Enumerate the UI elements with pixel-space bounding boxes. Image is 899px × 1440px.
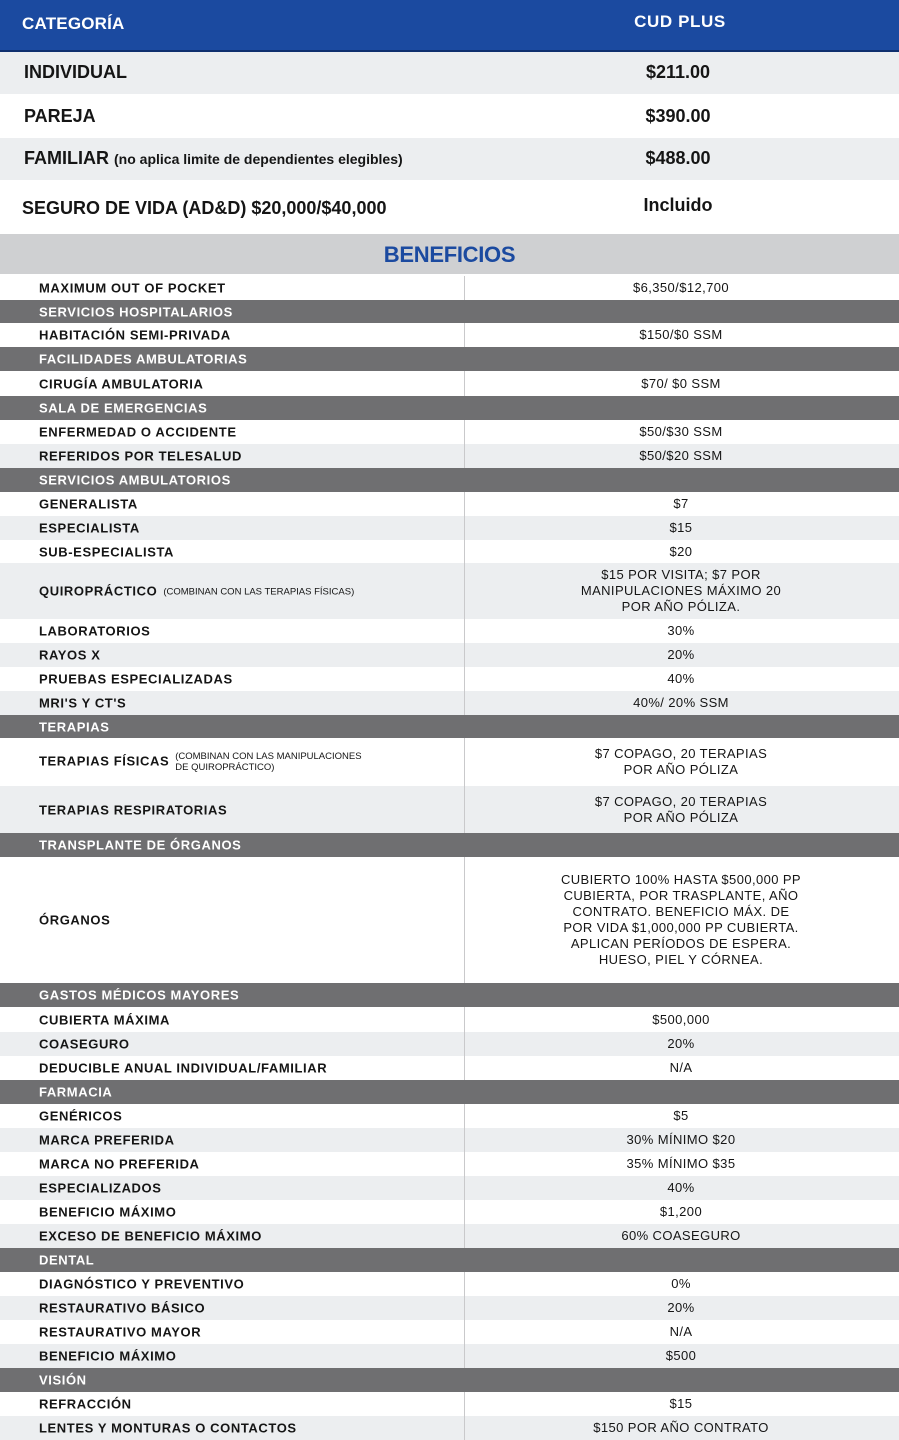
benefit-value: $50/$30 SSM xyxy=(639,424,723,439)
benefit-value: $15 xyxy=(669,520,693,535)
benefit-label: DIAGNÓSTICO Y PREVENTIVO xyxy=(39,1276,245,1292)
benefit-value: $7 COPAGO, 20 TERAPIAS POR AÑO PÓLIZA xyxy=(594,746,768,777)
benefit-label: RESTAURATIVO BÁSICO xyxy=(39,1300,206,1316)
benefit-row xyxy=(0,1344,899,1368)
benefit-value: $500 xyxy=(665,1348,697,1363)
column-divider xyxy=(464,371,465,396)
benefit-label: EXCESO DE BENEFICIO MÁXIMO xyxy=(39,1228,262,1244)
benefits-banner xyxy=(0,234,899,274)
benefit-row xyxy=(0,444,899,468)
benefit-label: CIRUGÍA AMBULATORIA xyxy=(39,376,204,391)
column-divider xyxy=(464,1056,465,1080)
benefit-label: GENÉRICOS xyxy=(39,1108,123,1124)
column-divider xyxy=(464,420,465,444)
benefit-label: REFERIDOS POR TELESALUD xyxy=(39,448,243,464)
section-header xyxy=(0,833,899,857)
section-header-label: TRANSPLANTE DE ÓRGANOS xyxy=(39,837,242,853)
column-divider xyxy=(464,786,465,833)
benefit-row xyxy=(0,371,899,396)
section-header xyxy=(0,347,899,371)
benefit-label: MAXIMUM OUT OF POCKET xyxy=(39,280,226,296)
benefit-value: $5 xyxy=(673,1108,689,1123)
price-row-individual xyxy=(0,52,899,94)
section-header-label: GASTOS MÉDICOS MAYORES xyxy=(39,987,240,1003)
column-divider xyxy=(464,691,465,715)
benefit-label: DEDUCIBLE ANUAL INDIVIDUAL/FAMILIAR xyxy=(39,1060,328,1076)
category-header xyxy=(0,0,899,52)
benefit-label: LENTES Y MONTURAS O CONTACTOS xyxy=(39,1420,297,1436)
column-divider xyxy=(464,1320,465,1344)
benefit-note: (COMBINAN CON LAS TERAPIAS FÍSICAS) xyxy=(163,586,355,598)
benefit-value: $20 xyxy=(669,543,693,559)
benefit-row xyxy=(0,857,899,983)
section-header xyxy=(0,983,899,1007)
section-header-label: TERAPIAS xyxy=(39,719,110,734)
column-divider xyxy=(464,1128,465,1152)
column-divider xyxy=(464,619,465,643)
benefit-row xyxy=(0,1032,899,1056)
section-header-label: SALA DE EMERGENCIAS xyxy=(39,400,208,416)
benefit-row xyxy=(0,276,899,300)
price-row-value: $390.00 xyxy=(645,106,711,126)
price-row-familiar xyxy=(0,138,899,180)
benefit-label: MARCA PREFERIDA xyxy=(39,1132,175,1148)
benefit-value: $1,200 xyxy=(659,1204,703,1219)
benefit-note: (COMBINAN CON LAS MANIPULACIONES DE QUIROPRÁCTICO) xyxy=(175,751,362,773)
column-divider xyxy=(464,1392,465,1416)
column-divider xyxy=(464,1007,465,1032)
price-row-label: PAREJA xyxy=(24,106,96,126)
column-divider xyxy=(464,1104,465,1128)
benefit-row xyxy=(0,1320,899,1344)
price-row-label: FAMILIAR (no aplica limite de dependientes elegibles) xyxy=(24,148,403,168)
benefit-row xyxy=(0,619,899,643)
column-divider xyxy=(464,1176,465,1200)
benefit-value: $15 POR VISITA; $7 POR MANIPULACIONES MÁXIMO 20 POR AÑO PÓLIZA. xyxy=(580,567,782,614)
benefit-label: SUB-ESPECIALISTA xyxy=(39,544,175,559)
benefit-row xyxy=(0,323,899,347)
benefit-row xyxy=(0,1224,899,1248)
benefit-value: N/A xyxy=(669,1060,693,1075)
category-header-label: CATEGORÍA xyxy=(22,14,125,33)
benefit-label: CUBIERTA MÁXIMA xyxy=(39,1012,171,1027)
benefit-value: 30% xyxy=(667,623,695,638)
column-divider xyxy=(464,738,465,786)
column-divider xyxy=(464,1224,465,1248)
benefit-value: 60% COASEGURO xyxy=(621,1228,741,1243)
benefit-label: ÓRGANOS xyxy=(39,912,111,928)
section-header-label: SERVICIOS HOSPITALARIOS xyxy=(39,304,233,319)
benefit-row xyxy=(0,420,899,444)
price-row-value: Incluido xyxy=(643,195,713,215)
price-row-seguro-vida xyxy=(0,180,899,234)
benefit-label: BENEFICIO MÁXIMO xyxy=(39,1348,177,1364)
benefit-row xyxy=(0,1272,899,1296)
benefit-value: $500,000 xyxy=(652,1011,710,1027)
benefit-row xyxy=(0,667,899,691)
benefit-row xyxy=(0,1200,899,1224)
benefit-value: 20% xyxy=(667,1300,695,1315)
benefits-title: BENEFICIOS xyxy=(383,242,516,267)
benefit-label: REFRACCIÓN xyxy=(39,1396,132,1412)
benefit-row xyxy=(0,1176,899,1200)
benefit-label: RESTAURATIVO MAYOR xyxy=(39,1324,202,1340)
price-row-value: $488.00 xyxy=(645,148,711,168)
benefit-row xyxy=(0,516,899,540)
benefit-label: HABITACIÓN SEMI-PRIVADA xyxy=(39,327,231,343)
column-divider xyxy=(464,276,465,300)
benefit-row xyxy=(0,1128,899,1152)
section-header xyxy=(0,1248,899,1272)
section-header-label: VISIÓN xyxy=(39,1372,87,1388)
column-divider xyxy=(464,1032,465,1056)
benefit-row xyxy=(0,540,899,563)
benefit-value: $15 xyxy=(669,1396,693,1411)
section-header xyxy=(0,1080,899,1104)
column-divider xyxy=(464,857,465,983)
column-divider xyxy=(464,1344,465,1368)
column-divider xyxy=(464,1272,465,1296)
section-header xyxy=(0,468,899,492)
price-row-label: SEGURO DE VIDA (AD&D) $20,000/$40,000 xyxy=(22,198,387,218)
column-divider xyxy=(464,540,465,563)
benefit-row xyxy=(0,1296,899,1320)
column-divider xyxy=(464,667,465,691)
benefit-value: CUBIERTO 100% HASTA $500,000 PP CUBIERTA, POR TRASPLANTE, AÑO CONTRATO. BENEFICIO MÁX. DE POR VIDA $1,000,000 PP CUBIERTA. APLICAN PERÍODOS DE ESPERA. HUESO, PIEL Y CÓRNEA. xyxy=(560,872,802,967)
benefit-row xyxy=(0,563,899,619)
price-row-pareja xyxy=(0,94,899,138)
column-divider xyxy=(464,1296,465,1320)
column-divider xyxy=(464,323,465,347)
benefit-label: MARCA NO PREFERIDA xyxy=(39,1156,200,1172)
benefit-value: $50/$20 SSM xyxy=(639,448,723,463)
benefit-value: $70/ $0 SSM xyxy=(641,375,721,391)
benefit-label: TERAPIAS FÍSICAS (COMBINAN CON LAS MANIPULACIONES DE QUIROPRÁCTICO) xyxy=(39,751,362,773)
price-row-value: $211.00 xyxy=(645,62,711,82)
benefit-label: PRUEBAS ESPECIALIZADAS xyxy=(39,671,233,687)
column-divider xyxy=(464,643,465,667)
benefit-label: MRI'S Y CT'S xyxy=(39,695,127,711)
column-divider xyxy=(464,563,465,619)
benefit-row xyxy=(0,492,899,516)
benefit-label: RAYOS X xyxy=(39,647,101,663)
benefit-value: 0% xyxy=(671,1276,691,1291)
benefit-label: ESPECIALIZADOS xyxy=(39,1180,162,1196)
benefit-value: $7 COPAGO, 20 TERAPIAS POR AÑO PÓLIZA xyxy=(594,793,768,825)
benefit-label: QUIROPRÁCTICO (COMBINAN CON LAS TERAPIAS FÍSICAS) xyxy=(39,583,355,599)
benefit-value: $150 POR AÑO CONTRATO xyxy=(593,1420,769,1435)
benefit-label: ENFERMEDAD O ACCIDENTE xyxy=(39,424,237,440)
section-header xyxy=(0,396,899,420)
column-divider xyxy=(464,1200,465,1224)
benefit-row xyxy=(0,643,899,667)
benefit-value: 40% xyxy=(667,671,695,686)
benefit-value: N/A xyxy=(669,1324,693,1339)
benefit-value: 20% xyxy=(667,647,695,662)
benefit-label: COASEGURO xyxy=(39,1036,130,1052)
benefit-value: 40%/ 20% SSM xyxy=(633,695,729,710)
section-header xyxy=(0,300,899,323)
section-header xyxy=(0,1368,899,1392)
benefit-value: $6,350/$12,700 xyxy=(633,280,729,295)
benefit-label: ESPECIALISTA xyxy=(39,520,140,536)
benefit-value: $7 xyxy=(673,496,689,511)
benefit-value: 35% MÍNIMO $35 xyxy=(626,1156,736,1171)
benefit-row xyxy=(0,1152,899,1176)
section-header-label: DENTAL xyxy=(39,1252,95,1268)
benefit-row xyxy=(0,1416,899,1440)
section-header-label: FACILIDADES AMBULATORIAS xyxy=(39,351,248,367)
benefit-label: GENERALISTA xyxy=(39,496,138,512)
benefit-row xyxy=(0,738,899,786)
benefit-row xyxy=(0,1104,899,1128)
plan-header-label: CUD PLUS xyxy=(634,12,726,31)
column-divider xyxy=(464,516,465,540)
column-divider xyxy=(464,1152,465,1176)
benefit-label: BENEFICIO MÁXIMO xyxy=(39,1204,177,1220)
benefit-row xyxy=(0,1392,899,1416)
benefit-row xyxy=(0,1007,899,1032)
column-divider xyxy=(464,1416,465,1440)
benefit-value: $150/$0 SSM xyxy=(639,327,723,342)
benefit-value: 30% MÍNIMO $20 xyxy=(626,1132,736,1147)
section-header-label: FARMACIA xyxy=(39,1084,113,1100)
benefit-row xyxy=(0,691,899,715)
benefit-value: 20% xyxy=(667,1036,695,1051)
benefit-value: 40% xyxy=(667,1180,695,1195)
section-header xyxy=(0,715,899,738)
benefit-label: LABORATORIOS xyxy=(39,623,151,639)
column-divider xyxy=(464,492,465,516)
column-divider xyxy=(464,444,465,468)
benefit-row xyxy=(0,1056,899,1080)
price-row-note: (no aplica limite de dependientes elegibles) xyxy=(114,151,403,167)
section-header-label: SERVICIOS AMBULATORIOS xyxy=(39,472,231,488)
benefit-row xyxy=(0,786,899,833)
price-row-label: INDIVIDUAL xyxy=(24,62,127,82)
benefit-label: TERAPIAS RESPIRATORIAS xyxy=(39,802,228,817)
